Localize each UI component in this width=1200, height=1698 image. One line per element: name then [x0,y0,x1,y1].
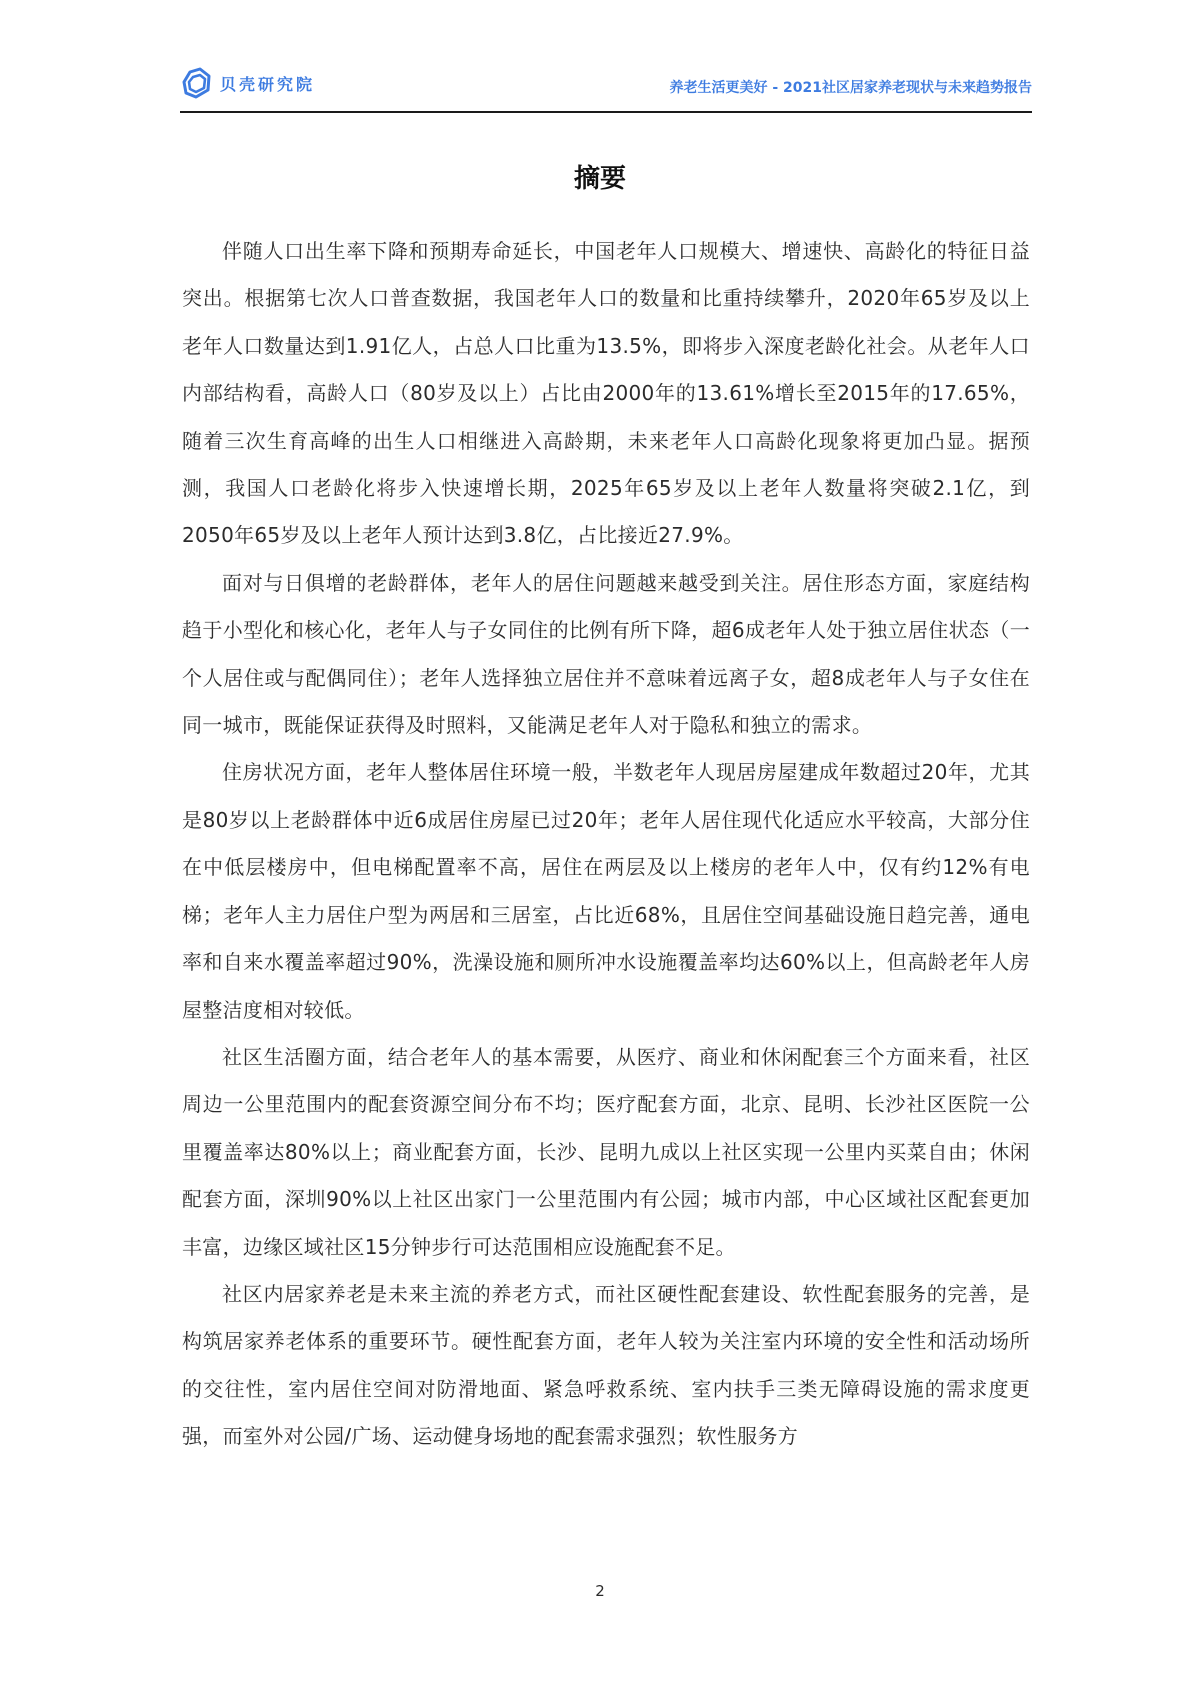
header-divider [180,111,1032,113]
paragraph-living-form: 面对与日俱增的老龄群体，老年人的居住问题越来越受到关注。居住形态方面，家庭结构趋于小型化和核心化，老年人与子女同住的比例有所下降，超6成老年人处于独立居住状态（一个人居住或与配偶同住）；老年人选择独立居住并不意味着远离子女，超8成老年人与子女住在同一城市，既能保证获得及时照料，又能满足老年人对于隐私和独立的需求。 [182,570,1030,738]
report-title: 养老生活更美好 - 2021社区居家养老现状与未来趋势报告 [669,80,1032,96]
paragraph-population: 伴随人口出生率下降和预期寿命延长，中国老年人口规模大、增速快、高龄化的特征日益突出。根据第七次人口普查数据，我国老年人口的数量和比重持续攀升，2020年65岁及以上老年人口数量达到1.91亿人，占总人口比重为13.5%，即将步入深度老龄化社会。从老年人口内部结构看，高龄人口（80岁及以上）占比由2000年的13.61%增长至2015年的17.65%，随着三次生育高峰的出生人口相继进入高龄期，未来老年人口高龄化现象将更加凸显。据预测，我国人口老龄化将步入快速增长期，2025年65岁及以上老年人数量将突破2.1亿，到2050年65岁及以上老年人预计达到3.8亿，占比接近27.9%。 [182,239,1030,548]
paragraph-home-care: 社区内居家养老是未来主流的养老方式，而社区硬性配套建设、软性配套服务的完善，是构筑居家养老体系的重要环节。硬性配套方面，老年人较为关注室内环境的安全性和活动场所的交往性，室内居住空间对防滑地面、紧急呼救系统、室内扶手三类无障碍设施的需求度更强，而室外对公园/广场、运动健身场地的配套需求强烈；软性服务方 [182,1281,1030,1449]
paragraph-housing: 住房状况方面，老年人整体居住环境一般，半数老年人现居房屋建成年数超过20年，尤其是80岁以上老龄群体中近6成居住房屋已过20年；老年人居住现代化适应水平较高，大部分住在中低层楼房中，但电梯配置率不高，居住在两层及以上楼房的老年人中，仅有约12%有电梯；老年人主力居住户型为两居和三居室，占比近68%，且居住空间基础设施日趋完善，通电率和自来水覆盖率超过90%，洗澡设施和厕所冲水设施覆盖率均达60%以上，但高龄老年人房屋整洁度相对较低。 [182,760,1030,1022]
page-header [180,62,1032,110]
page-number: 2 [595,1582,605,1600]
paragraph-community-circle: 社区生活圈方面，结合老年人的基本需要，从医疗、商业和休闲配套三个方面来看，社区周边一公里范围内的配套资源空间分布不均；医疗配套方面，北京、昆明、长沙社区医院一公里覆盖率达80%以上；商业配套方面，长沙、昆明九成以上社区实现一公里内买菜自由；休闲配套方面，深圳90%以上社区出家门一公里范围内有公园；城市内部，中心区域社区配套更加丰富，边缘区域社区15分钟步行可达范围相应设施配套不足。 [182,1044,1030,1259]
logo-text: 贝壳研究院 [220,74,316,94]
document-body [182,228,1030,1461]
shell-logo-icon [180,66,214,100]
section-title: 摘要 [573,164,626,194]
logo [180,66,315,100]
